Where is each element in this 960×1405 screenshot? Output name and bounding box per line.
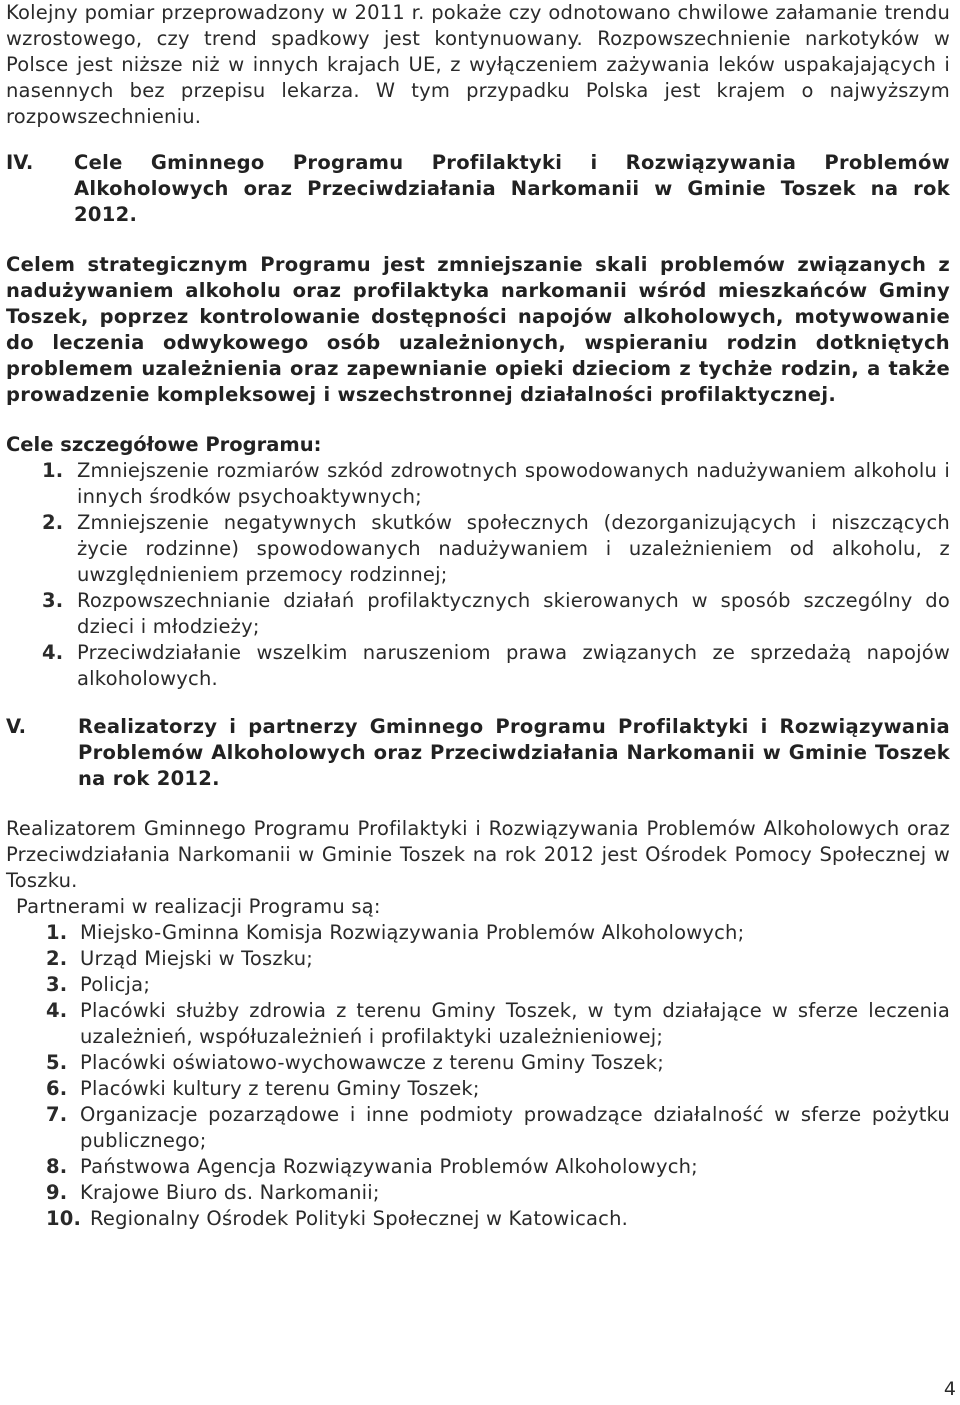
list-item-text: Regionalny Ośrodek Polityki Społecznej w Katowicach. (90, 1207, 629, 1230)
list-item-text: Policja; (80, 973, 151, 996)
section-4-title: Cele Gminnego Programu Profilaktyki i Rozwiązywania Problemów Alkoholowych oraz Przeciwdziałania Narkomanii w Gminie Toszek na rok 2012. (74, 151, 950, 226)
list-item (6, 1050, 950, 1076)
list-item (6, 972, 950, 998)
list-item (6, 510, 950, 588)
list-item-number: 1. (46, 921, 68, 944)
list-item-number: 5. (46, 1051, 68, 1074)
list-item-text: Państwowa Agencja Rozwiązywania Problemów Alkoholowych; (80, 1155, 698, 1178)
list-item-number: 7. (46, 1103, 68, 1126)
list-item-text: Zmniejszenie negatywnych skutków społecznych (dezorganizujących i niszczących życie rodzinne) spowodowanych nadużywaniem i uzależnieniem od alkoholu, z uwzględnieniem przemocy rodzinnej; (77, 511, 950, 586)
list-item-number: 2. (46, 947, 68, 970)
list-item-text: Zmniejszenie rozmiarów szkód zdrowotnych spowodowanych nadużywaniem alkoholu i innych środków psychoaktywnych; (77, 459, 950, 508)
list-item-text: Placówki oświatowo-wychowawcze z terenu Gminy Toszek; (80, 1051, 664, 1074)
list-item-number: 6. (46, 1077, 68, 1100)
list-item-text: Krajowe Biuro ds. Narkomanii; (80, 1181, 380, 1204)
section-5-title: Realizatorzy i partnerzy Gminnego Programu Profilaktyki i Rozwiązywania Problemów Alkoholowych oraz Przeciwdziałania Narkomanii w Gminie Toszek na rok 2012. (78, 715, 950, 790)
strategic-goal-paragraph: Celem strategicznym Programu jest zmniejszanie skali problemów związanych z nadużywaniem alkoholu oraz profilaktyka narkomanii wśród mieszkańców Gminy Toszek, poprzez kontrolowanie dostępności napojów alkoholowych, motywowanie do leczenia odwykowego osób uzależnionych, wspieraniu rodzin dotkniętych problemem uzależnienia oraz zapewnianie opieki dzieciom z tychże rodzin, a także prowadzenie kompleksowej i wszechstronnej działalności profilaktycznej. (6, 253, 950, 406)
list-item-text: Urząd Miejski w Toszku; (80, 947, 314, 970)
partners-list (6, 920, 950, 1232)
list-item-number: 8. (46, 1155, 68, 1178)
list-item-number: 3. (42, 589, 64, 612)
detailed-goals-list (6, 458, 950, 692)
list-item-number: 10. (46, 1207, 82, 1230)
list-item-text: Placówki służby zdrowia z terenu Gminy Toszek, w tym działające w sferze leczenia uzależnień, współuzależnień i profilaktyki uzależnieniowej; (80, 999, 950, 1048)
list-item-number: 4. (46, 999, 68, 1022)
section-5-heading (6, 714, 950, 792)
list-item (6, 920, 950, 946)
list-item-number: 1. (42, 459, 64, 482)
document-page (6, 0, 950, 1232)
list-item-number: 2. (42, 511, 64, 534)
section-4-heading (6, 150, 950, 228)
list-item-text: Miejsko-Gminna Komisja Rozwiązywania Problemów Alkoholowych; (80, 921, 745, 944)
list-item (6, 1206, 950, 1232)
list-item (6, 1154, 950, 1180)
page-number: 4 (943, 1378, 956, 1400)
list-item (6, 1076, 950, 1102)
section-4-number: IV. (6, 151, 34, 174)
list-item (6, 946, 950, 972)
list-item (6, 458, 950, 510)
section-5-number: V. (6, 715, 26, 738)
list-item (6, 998, 950, 1050)
list-item-number: 3. (46, 973, 68, 996)
list-item-number: 4. (42, 641, 64, 664)
list-item-number: 9. (46, 1181, 68, 1204)
list-item (6, 588, 950, 640)
list-item (6, 640, 950, 692)
list-item-text: Przeciwdziałanie wszelkim naruszeniom prawa związanych ze sprzedażą napojów alkoholowych. (77, 641, 950, 690)
list-item (6, 1102, 950, 1154)
list-item-text: Placówki kultury z terenu Gminy Toszek; (80, 1077, 480, 1100)
intro-paragraph: Kolejny pomiar przeprowadzony w 2011 r. pokaże czy odnotowano chwilowe załamanie trendu wzrostowego, czy trend spadkowy jest kontynuowany. Rozpowszechnienie narkotyków w Polsce jest niższe niż w innych krajach UE, z wyłączeniem zażywania leków uspakajających i nasennych bez przepisu lekarza. W tym przypadku Polska jest krajem o najwyższym rozpowszechnieniu. (6, 1, 950, 128)
list-item-text: Rozpowszechnianie działań profilaktycznych skierowanych w sposób szczególny do dzieci i młodzieży; (77, 589, 950, 638)
list-item-text: Organizacje pozarządowe i inne podmioty prowadzące działalność w sferze pożytku publicznego; (80, 1103, 950, 1152)
detailed-goals-heading: Cele szczegółowe Programu: (6, 433, 322, 456)
list-item (6, 1180, 950, 1206)
partners-heading: Partnerami w realizacji Programu są: (16, 895, 381, 918)
realizer-paragraph: Realizatorem Gminnego Programu Profilaktyki i Rozwiązywania Problemów Alkoholowych oraz Przeciwdziałania Narkomanii w Gminie Toszek na rok 2012 jest Ośrodek Pomocy Społecznej w Toszku. (6, 817, 950, 892)
